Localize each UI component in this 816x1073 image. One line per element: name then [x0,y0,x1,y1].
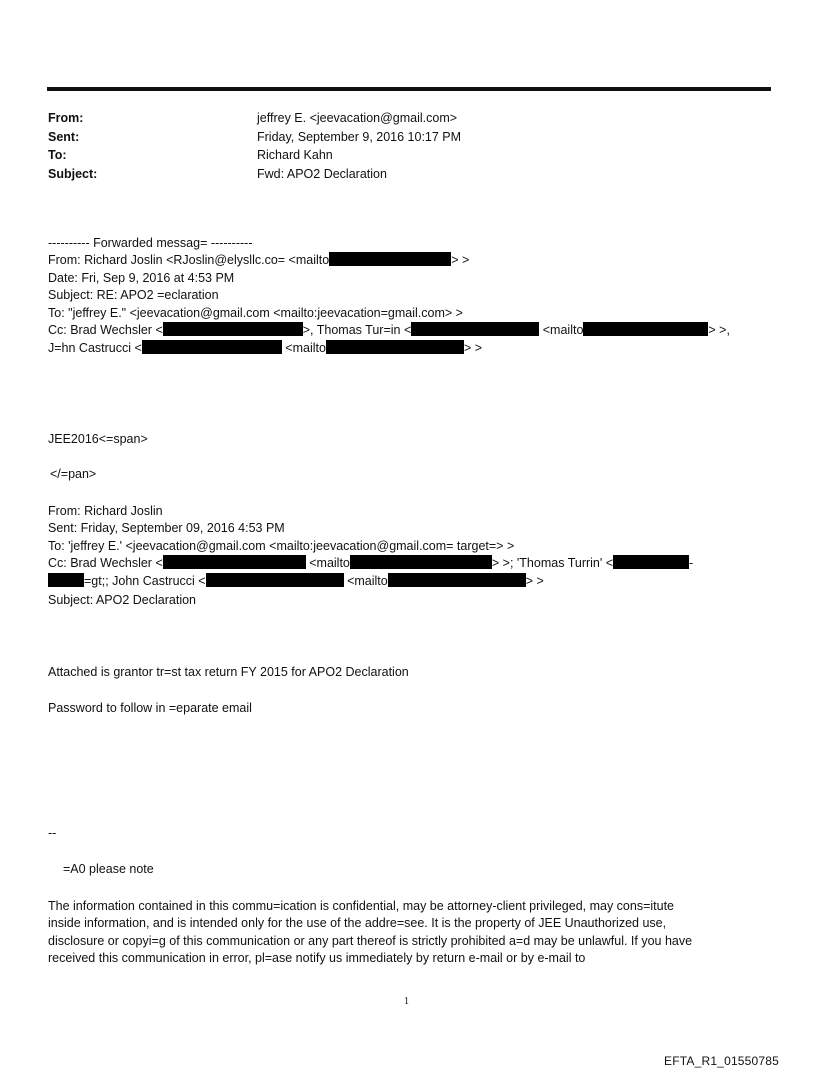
forward-cc2-mailto: <mailto [285,341,326,355]
signature-dashes: -- [48,826,57,840]
forward-cc2-end: > > [463,341,483,355]
quoted-subject: Subject: APO2 Declaration [48,593,196,607]
forward-cc-mailto: <mailto [542,323,584,337]
forward-separator: ---------- Forwarded messag= ---------- [48,236,253,250]
bates-number: EFTA_R1_01550785 [664,1054,780,1068]
redaction [326,340,464,354]
quoted-cc2-text: =gt;; John Castrucci < [84,574,206,588]
forward-cc [48,322,730,339]
redaction [163,555,306,569]
page-number: 1 [404,996,409,1007]
forward-cc2-text: J=hn Castrucci < [48,341,142,355]
redaction [613,555,689,569]
quoted-cc [48,555,693,572]
to-label: To: [48,148,67,163]
to-value: Richard Kahn [257,148,333,163]
redaction [388,573,526,587]
disclaimer-line-3: disclosure or copyi=g of this communication or any part thereof is strictly prohibited a=d may be unlawful. If you have [48,934,693,948]
jee-line: JEE2016<=span> [48,432,148,446]
sent-row [48,128,768,147]
redaction [350,555,492,569]
forward-from-text: From: Richard Joslin <RJoslin@elysllc.co= <mailto [48,253,330,267]
please-note: =A0 please note [63,862,154,876]
disclaimer-line-1: The information contained in this commu=ication is confidential, may be attorney-client privileged, may cons=itute [48,899,675,913]
forward-cc-end: > >, [708,323,730,337]
attached-line: Attached is grantor tr=st tax return FY 2015 for APO2 Declaration [48,665,409,679]
disclaimer-line-2: inside information, and is intended only for the use of the addre=see. It is the property of JEE Unauthorized use, [48,916,667,930]
disclaimer-line-4: received this communication in error, pl=ase notify us immediately by return e-mail or by e-mail to [48,951,586,965]
pan-line: </=pan> [50,467,97,481]
quoted-cc2-mailto: <mailto [347,574,388,588]
quoted-cc2-end: > > [525,574,544,588]
from-label: From: [48,111,84,125]
forward-cc-text: Cc: Brad Wechsler < [48,323,163,337]
quoted-from: From: Richard Joslin [48,504,163,518]
forward-date: Date: Fri, Sep 9, 2016 at 4:53 PM [48,271,235,285]
from-row [48,109,768,128]
email-header [48,109,768,183]
sent-value: Friday, September 9, 2016 10:17 PM [257,129,462,144]
sent-label: Sent: [48,129,80,144]
to-row [48,146,768,165]
from-value: jeffrey E. <jeevacation@gmail.com> [257,111,458,125]
quoted-cc-2 [48,573,544,590]
redaction [48,573,84,587]
password-line: Password to follow in =eparate email [48,701,252,715]
subject-row [48,165,768,184]
forward-from-end: > > [451,253,470,267]
quoted-cc-text-2: > >; 'Thomas Turrin' < [491,556,614,570]
subject-label: Subject: [48,166,98,181]
redaction [329,252,451,266]
quoted-sent: Sent: Friday, September 09, 2016 4:53 PM [48,521,285,535]
forward-cc-2 [48,340,482,357]
forward-subject: Subject: RE: APO2 =eclaration [48,288,219,302]
quoted-cc-dash: - [689,556,694,570]
quoted-cc-mailto: <mailto [309,556,350,570]
redaction [583,322,708,336]
forward-from [48,252,469,269]
redaction [206,573,344,587]
quoted-to: To: 'jeffrey E.' <jeevacation@gmail.com <mailto:jeevacation@gmail.com= target=> > [48,539,515,553]
header-rule [47,87,771,91]
forward-cc-text-2: >, Thomas Tur=in < [302,323,412,337]
redaction [142,340,282,354]
forward-to: To: "jeffrey E." <jeevacation@gmail.com <mailto:jeevacation=gmail.com> > [48,306,463,320]
redaction [163,322,303,336]
quoted-cc-text: Cc: Brad Wechsler < [48,556,163,570]
subject-value: Fwd: APO2 Declaration [257,166,387,181]
redaction [411,322,539,336]
